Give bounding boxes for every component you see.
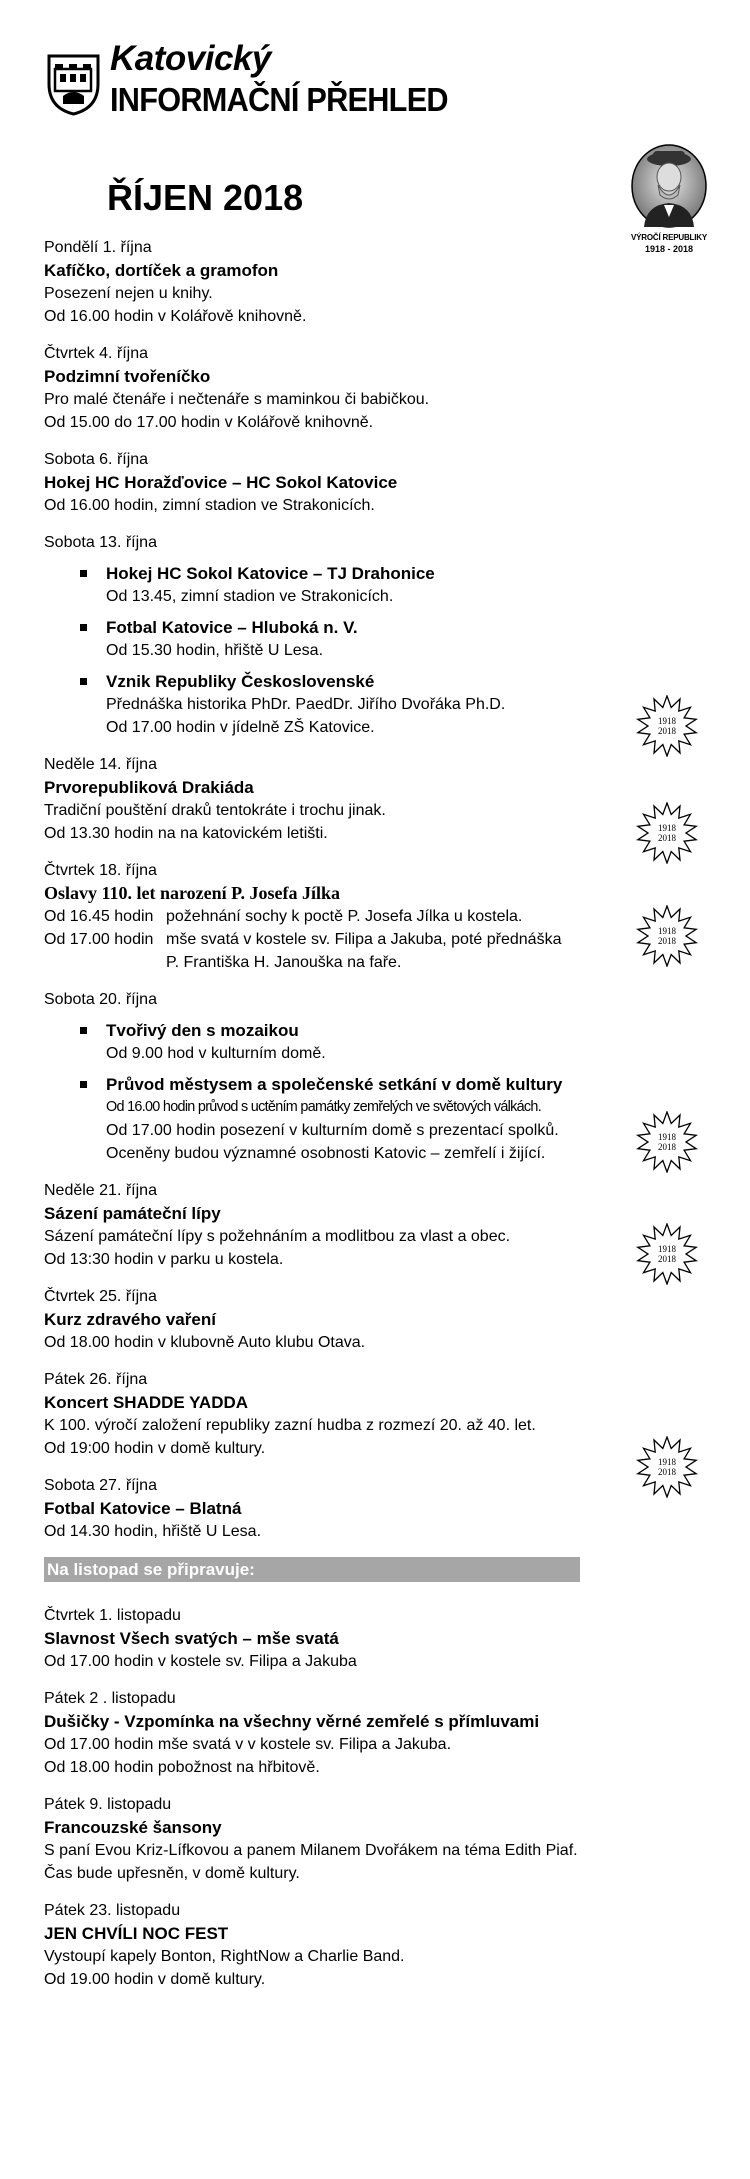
event-detail: Od 19:00 hodin v domě kultury. [44, 1440, 266, 1457]
event-detail: S paní Evou Kriz-Lífkovou a panem Milanem Dvořákem na téma Edith Piaf. [44, 1842, 578, 1859]
stamp-year-end: 2018 [658, 726, 676, 736]
event-detail: Tradiční pouštění draků tentokráte i trochu jinak. [44, 802, 386, 819]
event-detail: Pro malé čtenáře i nečtenáře s maminkou či babičkou. [44, 391, 430, 408]
bullet-icon [80, 570, 87, 577]
event-title: Kafíčko, dortíček a gramofon [44, 261, 279, 280]
event-date: Neděle 14. října [44, 756, 157, 773]
event-item [44, 1368, 644, 1460]
sub-event-detail: Od 16.00 hodin průvod s uctěním památky zemřelých ve světových válkách. [106, 1099, 542, 1115]
program-detail: P. Františka H. Janouška na faře. [166, 954, 402, 971]
sub-event [44, 616, 644, 662]
event-title: Oslavy 110. let narození P. Josefa Jílka [44, 883, 341, 903]
program-time: Od 17.00 hodin [44, 931, 154, 948]
sub-event-detail: Od 9.00 hod v kulturním domě. [106, 1045, 326, 1062]
anniversary-stamp [636, 1436, 698, 1498]
stamp-year-start: 1918 [658, 823, 676, 833]
anniversary-stamp [636, 1111, 698, 1173]
sub-event-detail: Oceněny budou významné osobnosti Katovic – zemřelí i žijící. [106, 1145, 546, 1162]
starburst-icon [636, 1223, 698, 1285]
event-date: Pátek 23. listopadu [44, 1902, 181, 1919]
sub-event [44, 670, 644, 739]
event-title: Slavnost Všech svatých – mše svatá [44, 1629, 339, 1648]
sub-event-detail: Od 13.45, zimní stadion ve Strakonicích. [106, 588, 394, 605]
sub-event-detail: Přednáška historika PhDr. PaedDr. Jiřího Dvořáka Ph.D. [106, 696, 506, 713]
anniversary-years: 1918 - 2018 [644, 244, 694, 254]
starburst-icon [636, 1111, 698, 1173]
event-title: Fotbal Katovice – Blatná [44, 1499, 242, 1518]
stamp-year-start: 1918 [658, 716, 676, 726]
bullet-icon [80, 1027, 87, 1034]
event-date: Pondělí 1. října [44, 239, 152, 256]
event-detail: Od 17.00 hodin mše svatá v v kostele sv. Filipa a Jakuba. [44, 1736, 452, 1753]
sub-event-detail: Od 17.00 hodin posezení v kulturním domě s prezentací spolků. [106, 1122, 559, 1139]
event-title: Podzimní tvořeníčko [44, 367, 211, 386]
event-detail: Od 16.00 hodin v Kolářově knihovně. [44, 308, 307, 325]
bullet-icon [80, 1081, 87, 1088]
event-date: Neděle 21. října [44, 1182, 157, 1199]
event-item [44, 1474, 644, 1543]
event-calendar [44, 236, 644, 2005]
event-date: Čtvrtek 25. října [44, 1288, 157, 1305]
stamp-year-start: 1918 [658, 926, 676, 936]
starburst-icon [636, 802, 698, 864]
event-date: Sobota 20. října [44, 991, 157, 1008]
municipal-crest-icon [45, 50, 102, 116]
stamp-year-start: 1918 [658, 1244, 676, 1254]
sub-event [44, 1073, 644, 1165]
event-detail: Od 15.00 do 17.00 hodin v Kolářově knihovně. [44, 414, 374, 431]
bullet-icon [80, 624, 87, 631]
event-item [44, 236, 644, 328]
event-item [44, 1285, 644, 1354]
event-item [44, 342, 644, 434]
program-row [44, 905, 644, 928]
sub-event-title: Průvod městysem a společenské setkání v domě kultury [106, 1075, 563, 1094]
event-date: Čtvrtek 4. října [44, 345, 149, 362]
event-item [44, 1899, 644, 1991]
event-detail: Od 13.30 hodin na na katovickém letišti. [44, 825, 328, 842]
sub-event-detail: Od 15.30 hodin, hřiště U Lesa. [106, 642, 324, 659]
event-detail: Od 19.00 hodin v domě kultury. [44, 1971, 266, 1988]
event-date: Čtvrtek 1. listopadu [44, 1607, 181, 1624]
newsletter-title-line2: INFORMAČNÍ PŘEHLED [110, 81, 448, 118]
event-title: Francouzské šansony [44, 1818, 222, 1837]
anniversary-stamp [636, 905, 698, 967]
sub-event [44, 562, 644, 608]
anniversary-caption: VÝROČÍ REPUBLIKY [631, 233, 707, 242]
event-item [44, 448, 644, 517]
event-detail: Od 13:30 hodin v parku u kostela. [44, 1251, 284, 1268]
program-time: Od 16.45 hodin [44, 908, 154, 925]
event-item [44, 753, 644, 845]
event-date: Čtvrtek 18. října [44, 862, 157, 879]
event-item [44, 988, 644, 1165]
starburst-icon [636, 1436, 698, 1498]
anniversary-portrait-image [630, 143, 708, 229]
stamp-year-end: 2018 [658, 833, 676, 843]
event-detail: Od 14.30 hodin, hřiště U Lesa. [44, 1523, 262, 1540]
event-item [44, 859, 644, 974]
november-section-banner: Na listopad se připravuje: [44, 1557, 580, 1582]
event-date: Sobota 13. října [44, 534, 157, 551]
event-detail: Čas bude upřesněn, v domě kultury. [44, 1865, 300, 1882]
event-detail: Od 16.00 hodin, zimní stadion ve Strakonicích. [44, 497, 375, 514]
sub-event-title: Hokej HC Sokol Katovice – TJ Drahonice [106, 564, 435, 583]
event-title: Dušičky - Vzpomínka na všechny věrné zemřelé s přímluvami [44, 1712, 540, 1731]
stamp-year-end: 2018 [658, 1142, 676, 1152]
event-detail: K 100. výročí založení republiky zazní hudba z rozmezí 20. až 40. let. [44, 1417, 536, 1434]
event-detail: Sázení památeční lípy s požehnáním a modlitbou za vlast a obec. [44, 1228, 511, 1245]
starburst-icon [636, 695, 698, 757]
program-row [44, 928, 644, 951]
event-title: Sázení památeční lípy [44, 1204, 221, 1223]
anniversary-stamp [636, 1223, 698, 1285]
anniversary-stamp [636, 695, 698, 757]
event-detail: Vystoupí kapely Bonton, RightNow a Charlie Band. [44, 1948, 405, 1965]
event-title: Hokej HC Horažďovice – HC Sokol Katovice [44, 473, 398, 492]
event-detail: Od 17.00 hodin v kostele sv. Filipa a Jakuba [44, 1653, 357, 1670]
header [0, 0, 750, 130]
event-item [44, 531, 644, 739]
event-detail: Posezení nejen u knihy. [44, 285, 213, 302]
starburst-icon [636, 905, 698, 967]
program-detail: požehnání sochy k poctě P. Josefa Jílka u kostela. [166, 908, 523, 925]
sub-event [44, 1019, 644, 1065]
event-date: Pátek 2 . listopadu [44, 1690, 176, 1707]
event-item [44, 1793, 644, 1885]
program-detail: mše svatá v kostele sv. Filipa a Jakuba, poté přednáška [166, 931, 562, 948]
event-item [44, 1687, 644, 1779]
event-detail: Od 18.00 hodin v klubovně Auto klubu Otava. [44, 1334, 366, 1351]
event-date: Pátek 9. listopadu [44, 1796, 172, 1813]
event-date: Sobota 27. října [44, 1477, 157, 1494]
event-title: JEN CHVÍLI NOC FEST [44, 1924, 229, 1943]
event-date: Pátek 26. října [44, 1371, 148, 1388]
month-heading: ŘÍJEN 2018 [107, 177, 304, 218]
stamp-year-start: 1918 [658, 1457, 676, 1467]
event-date: Sobota 6. října [44, 451, 149, 468]
event-title: Kurz zdravého vaření [44, 1310, 216, 1329]
stamp-year-start: 1918 [658, 1132, 676, 1142]
sub-event-title: Tvořivý den s mozaikou [106, 1021, 299, 1040]
event-detail: Od 18.00 hodin pobožnost na hřbitově. [44, 1759, 320, 1776]
bullet-icon [80, 678, 87, 685]
event-title: Prvorepubliková Drakiáda [44, 778, 254, 797]
sub-event-title: Vznik Republiky Československé [106, 672, 375, 691]
stamp-year-end: 2018 [658, 1254, 676, 1264]
event-item [44, 1604, 644, 1673]
sub-event-title: Fotbal Katovice – Hluboká n. V. [106, 618, 358, 637]
stamp-year-end: 2018 [658, 1467, 676, 1477]
newsletter-title-line1: Katovický [110, 39, 271, 78]
anniversary-stamp [636, 802, 698, 864]
sub-event-detail: Od 17.00 hodin v jídelně ZŠ Katovice. [106, 719, 375, 736]
event-item [44, 1179, 644, 1271]
event-title: Koncert SHADDE YADDA [44, 1393, 249, 1412]
stamp-year-end: 2018 [658, 936, 676, 946]
